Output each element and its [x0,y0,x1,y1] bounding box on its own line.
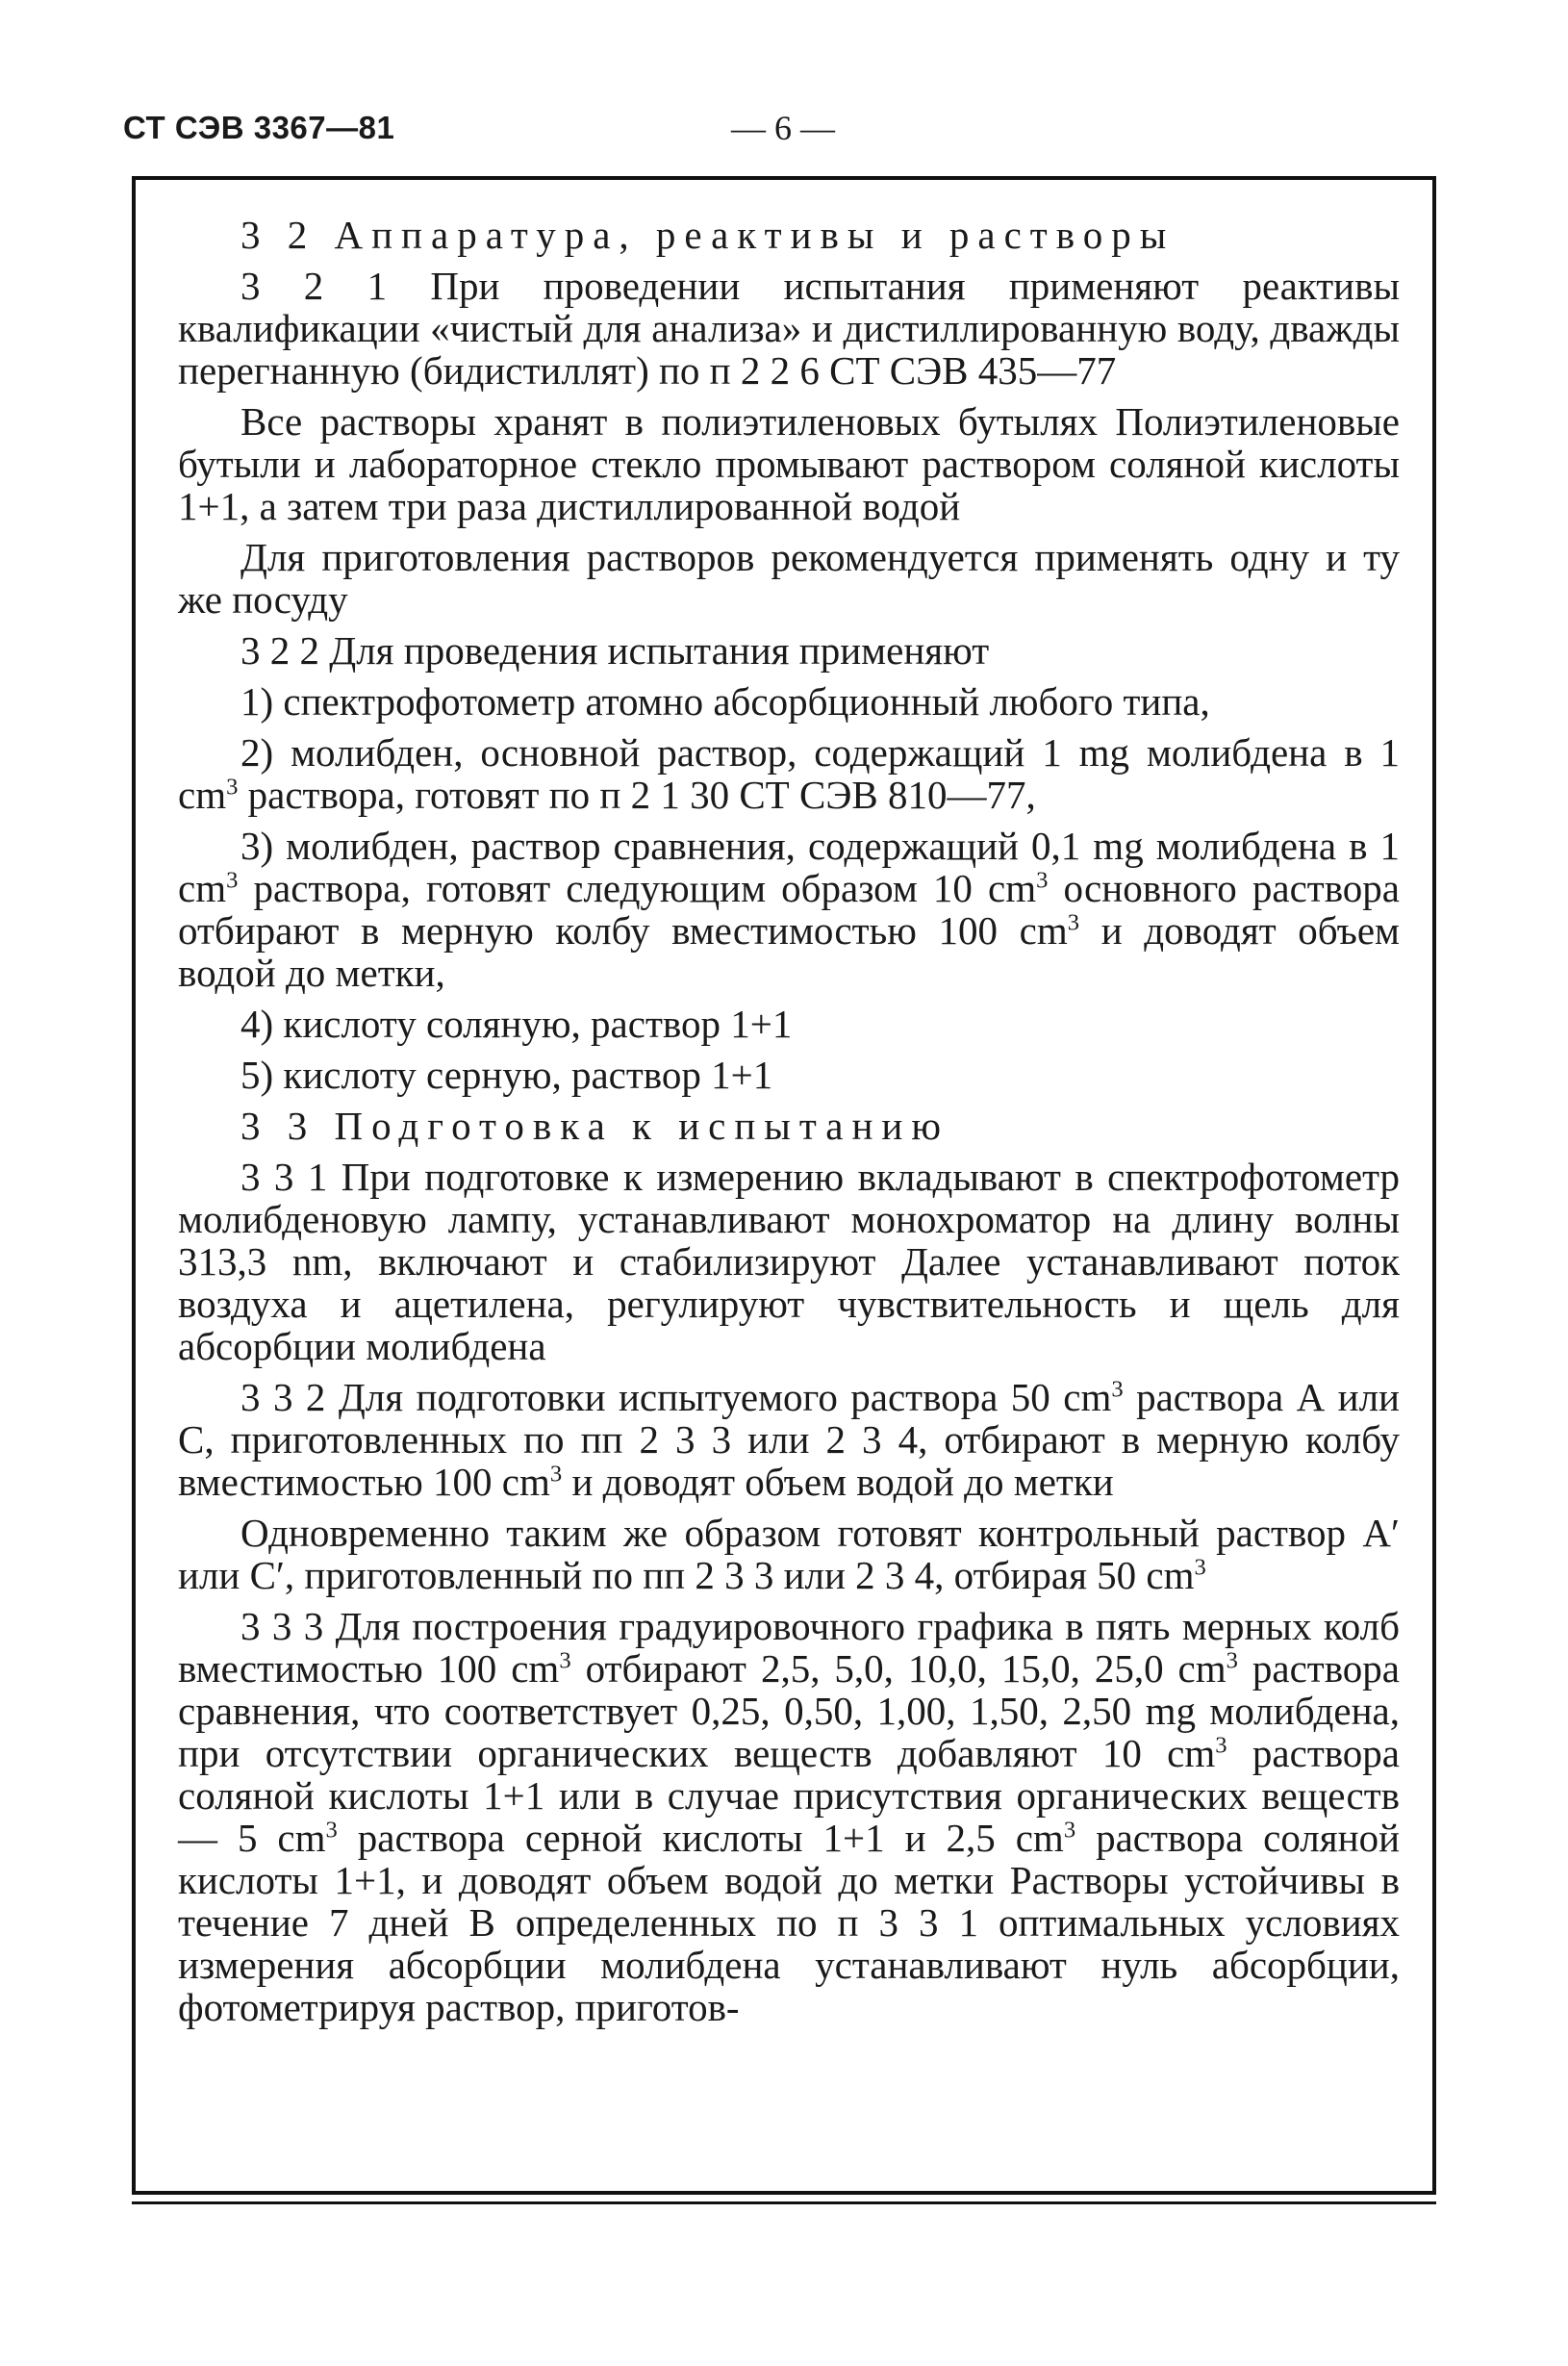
paragraph-3-2-1: 3 2 1 При проведении испытания применяют реактивы квалификации «чистый для анализа» и дистиллированную воду, дважды перегнанную (бидистиллят) по п 2 2 6 СТ СЭВ 435—77 [178,264,1400,393]
paragraph-3-2-2: 3 2 2 Для проведения испытания применяют [240,628,990,673]
document-body [178,214,1400,2037]
paragraph-3-3-3: 3 3 3 Для построения градуировочного графика в пять мерных колб вместимостью 100 $cm^3$ отбирают 2,5, 5,0, 10,0, 15,0, 25,0 $cm^3$ раствора сравнения, что соответствует 0,25, 0,50, 1,00, 1,50, 2,50 mg молибдена, при отсутствии органических веществ добавляют 10 $cm^3$ раствора соляной кислоты 1+1 или в случае присутствия органических веществ — 5 $cm^3$ раствора серной кислоты 1+1 и 2,5 $cm^3$ раствора соляной кислоты 1+1, и доводят объем водой до метки Растворы устойчивы в течение 7 дней В определенных по п 3 3 1 оптимальных условиях измерения абсорбции молибдена устанавливают нуль абсорбции, фотометрируя раствор, приготов- [178,1604,1401,2029]
document-code: СТ СЭВ 3367—81 [123,110,395,145]
page-number: — 6 — [731,109,835,147]
paragraph-dishes: Для приготовления растворов рекомендуется применять одну и ту же посуду [178,535,1400,622]
list-item-5: 5) кислоту серную, раствор 1+1 [240,1053,773,1097]
section-3-3-title: 3 3 Подготовка к испытанию [240,1104,949,1148]
section-3-2-title: 3 2 Аппаратура, реактивы и растворы [240,213,1176,257]
paragraph-storage: Все растворы хранят в полиэтиленовых бутылях Полиэтиленовые бутыли и лабораторное стекло промывают раствором соляной кислоты 1+1, а затем три раза дистиллированной водой [178,399,1400,528]
list-item-2: 2) молибден, основной раствор, содержащий 1 mg молибдена в 1 $cm^3$ раствора, готовят по п 2 1 30 СТ СЭВ 810—77, [178,730,1400,817]
list-item-1: 1) спектрофотометр атомно абсорбционный любого типа, [240,679,1210,724]
paragraph-3-3-1: 3 3 1 При подготовке к измерению вкладывают в спектрофотометр молибденовую лампу, устанавливают монохроматор на длину волны 313,3 nm, включают и стабилизируют Далее устанавливают поток воздуха и ацетилена, регулируют чувствительность и щель для абсорбции молибдена [178,1155,1400,1368]
paragraph-control: Одновременно таким же образом готовят контрольный раствор А′ или С′, приготовленный по пп 2 3 3 или 2 3 4, отбирая 50 $cm^3$ [178,1511,1400,1597]
list-item-3: 3) молибден, раствор сравнения, содержащий 0,1 mg молибдена в 1 $cm^3$ раствора, готовят следующим образом 10 $cm^3$ основного раствора отбирают в мерную колбу вместимостью 100 $cm^3$ и доводят объем водой до метки, [178,824,1400,995]
paragraph-3-3-2: 3 3 2 Для подготовки испытуемого раствора 50 $cm^3$ раствора А или С, приготовленных по пп 2 3 3 или 2 3 4, отбирают в мерную колбу вместимостью 100 $cm^3$ и доводят объем водой до метки [178,1375,1400,1504]
list-item-4: 4) кислоту соляную, раствор 1+1 [240,1002,793,1046]
frame-bottom-rule [132,2201,1436,2204]
